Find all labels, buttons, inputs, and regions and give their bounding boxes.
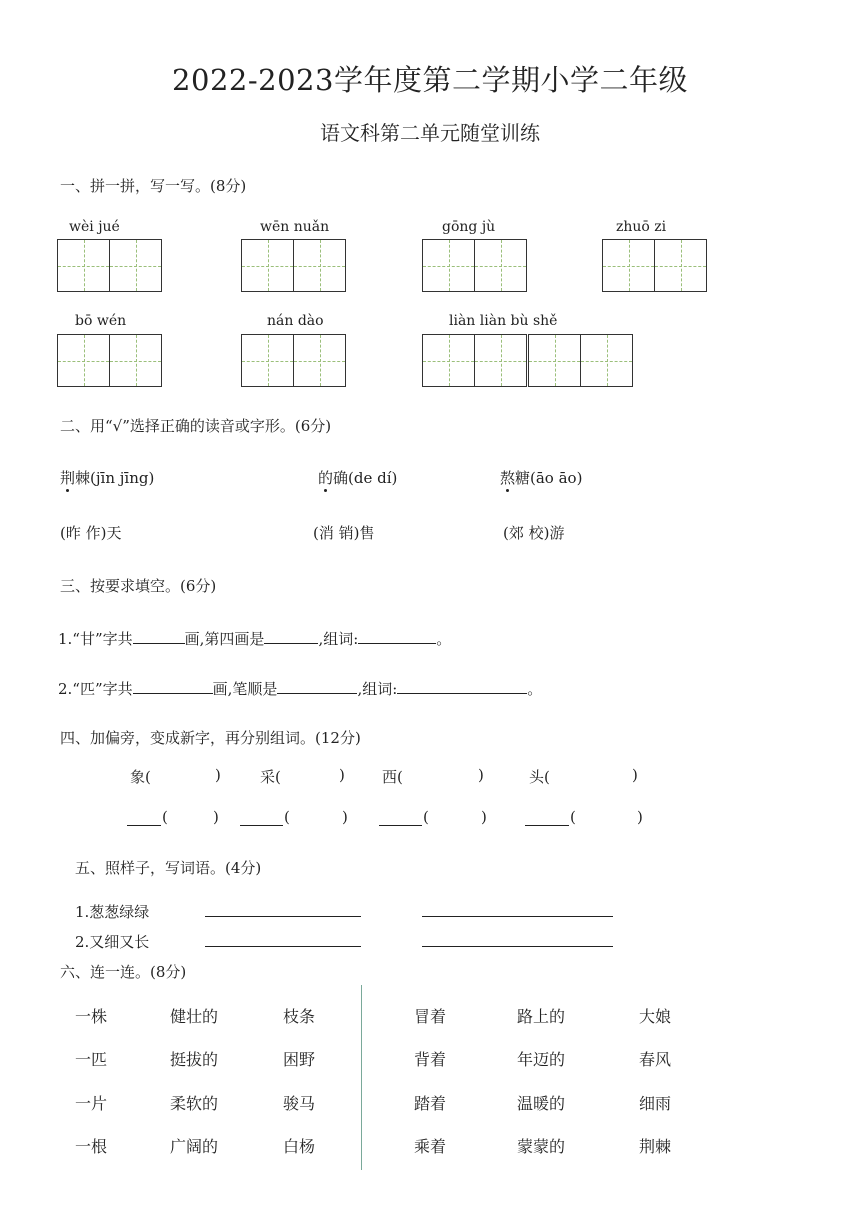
- fill-question-1: [58, 628, 451, 649]
- fill-question-2: [58, 678, 542, 699]
- question-text: 画,笔顺是: [212, 680, 278, 698]
- question-text: 2.“匹”字共: [58, 680, 133, 698]
- match-word[interactable]: 挺拔的: [170, 1050, 219, 1069]
- paren-open: (: [570, 808, 576, 826]
- question-text: 。: [527, 680, 543, 698]
- match-word[interactable]: 路上的: [517, 1007, 566, 1026]
- match-word[interactable]: 一片: [75, 1094, 108, 1113]
- paren-close: ): [339, 766, 345, 784]
- paren-close: ): [478, 766, 484, 784]
- answer-line[interactable]: [205, 916, 361, 917]
- tian-box[interactable]: [57, 334, 110, 387]
- choice-item[interactable]: [60, 467, 154, 488]
- pinyin-label: wèi jué: [69, 219, 120, 235]
- paren-close: ): [213, 808, 219, 826]
- tian-box[interactable]: [109, 334, 162, 387]
- section-6-heading: 六、连一连。(8分): [60, 963, 187, 981]
- tian-box[interactable]: [474, 239, 527, 292]
- choice-item[interactable]: (昨 作)天: [60, 524, 122, 542]
- answer-blank[interactable]: [133, 679, 213, 694]
- paren-close: ): [481, 808, 487, 826]
- answer-line[interactable]: [422, 916, 613, 917]
- pinyin-label: zhuō zi: [616, 219, 667, 235]
- writing-grid[interactable]: [422, 334, 633, 387]
- match-word[interactable]: 蒙蒙的: [517, 1137, 566, 1156]
- question-text: ,组词:: [357, 680, 398, 698]
- tian-box[interactable]: [602, 239, 655, 292]
- radical-char: 西(: [382, 768, 403, 786]
- match-word[interactable]: 乘着: [414, 1137, 447, 1156]
- match-word[interactable]: 春风: [639, 1050, 672, 1069]
- choice-text: 糖(āo āo): [515, 469, 583, 487]
- answer-blank[interactable]: [133, 629, 185, 644]
- paren-open: (: [162, 808, 168, 826]
- radical-char: 采(: [260, 768, 281, 786]
- tian-box[interactable]: [528, 334, 581, 387]
- match-word[interactable]: 困野: [283, 1050, 316, 1069]
- match-word[interactable]: 柔软的: [170, 1094, 219, 1113]
- tian-box[interactable]: [293, 239, 346, 292]
- paren-close: ): [215, 766, 221, 784]
- match-word[interactable]: 一根: [75, 1137, 108, 1156]
- answer-blank[interactable]: [277, 679, 357, 694]
- writing-grid[interactable]: [57, 334, 162, 387]
- tian-box[interactable]: [580, 334, 633, 387]
- page-title: 2022-2023学年度第二学期小学二年级: [172, 63, 688, 97]
- match-word[interactable]: 冒着: [414, 1007, 447, 1026]
- question-text: 。: [436, 630, 452, 648]
- section-5-heading: 五、照样子，写词语。(4分): [75, 859, 262, 877]
- tian-box[interactable]: [241, 334, 294, 387]
- question-text: 画,第四画是: [184, 630, 265, 648]
- choice-item[interactable]: [318, 467, 397, 488]
- pinyin-label: nán dào: [267, 313, 324, 329]
- answer-line[interactable]: [422, 946, 613, 947]
- radical-char: 象(: [130, 768, 151, 786]
- tian-box[interactable]: [474, 334, 527, 387]
- dotted-char: 的: [318, 469, 334, 487]
- answer-blank[interactable]: [525, 825, 569, 826]
- answer-blank[interactable]: [397, 679, 527, 694]
- answer-blank[interactable]: [127, 825, 161, 826]
- tian-box[interactable]: [422, 239, 475, 292]
- section-2-heading: 二、用“√”选择正确的读音或字形。(6分): [60, 417, 332, 435]
- tian-box[interactable]: [422, 334, 475, 387]
- section-4-heading: 四、加偏旁，变成新字，再分别组词。(12分): [60, 729, 361, 747]
- choice-item[interactable]: (郊 校)游: [503, 524, 565, 542]
- paren-close: ): [632, 766, 638, 784]
- match-word[interactable]: 广阔的: [170, 1137, 219, 1156]
- match-word[interactable]: 大娘: [639, 1007, 672, 1026]
- choice-item[interactable]: (消 销)售: [313, 524, 375, 542]
- dotted-char: 熬: [500, 469, 516, 487]
- radical-char: 头(: [529, 768, 550, 786]
- writing-grid[interactable]: [602, 239, 707, 292]
- dotted-char: 荆: [60, 469, 76, 487]
- match-word[interactable]: 健壮的: [170, 1007, 219, 1026]
- writing-grid[interactable]: [241, 239, 346, 292]
- tian-box[interactable]: [241, 239, 294, 292]
- match-word[interactable]: 细雨: [639, 1094, 672, 1113]
- tian-box[interactable]: [57, 239, 110, 292]
- example-word: 2.又细又长: [75, 933, 150, 951]
- example-word: 1.葱葱绿绿: [75, 903, 150, 921]
- paren-open: (: [423, 808, 429, 826]
- tian-box[interactable]: [654, 239, 707, 292]
- match-word[interactable]: 荆棘: [639, 1137, 672, 1156]
- pinyin-label: liàn liàn bù shě: [449, 313, 558, 329]
- match-word[interactable]: 年迈的: [517, 1050, 566, 1069]
- pinyin-label: gōng jù: [442, 219, 496, 235]
- paren-close: ): [637, 808, 643, 826]
- section-1-heading: 一、拼一拼，写一写。(8分): [60, 177, 247, 195]
- choice-text: 棘(jīn jīng): [75, 469, 155, 487]
- answer-line[interactable]: [205, 946, 361, 947]
- tian-box[interactable]: [293, 334, 346, 387]
- writing-grid[interactable]: [57, 239, 162, 292]
- pinyin-label: bō wén: [75, 313, 127, 329]
- match-word[interactable]: 白杨: [283, 1137, 316, 1156]
- answer-blank[interactable]: [240, 825, 283, 826]
- match-word[interactable]: 踏着: [414, 1094, 447, 1113]
- column-divider: [361, 985, 362, 1170]
- pinyin-label: wēn nuǎn: [260, 219, 330, 235]
- tian-box[interactable]: [109, 239, 162, 292]
- paren-open: (: [284, 808, 290, 826]
- answer-blank[interactable]: [358, 629, 436, 644]
- paren-close: ): [342, 808, 348, 826]
- section-3-heading: 三、按要求填空。(6分): [60, 577, 217, 595]
- question-text: 1.“甘”字共: [58, 630, 133, 648]
- match-word[interactable]: 背着: [414, 1050, 447, 1069]
- page-subtitle: 语文科第二单元随堂训练: [320, 121, 540, 145]
- choice-item[interactable]: [500, 467, 582, 488]
- answer-blank[interactable]: [264, 629, 318, 644]
- choice-text: 确(de dí): [333, 469, 398, 487]
- match-word[interactable]: 温暖的: [517, 1094, 566, 1113]
- match-word[interactable]: 一株: [75, 1007, 108, 1026]
- match-word[interactable]: 枝条: [283, 1007, 316, 1026]
- writing-grid[interactable]: [241, 334, 346, 387]
- writing-grid[interactable]: [422, 239, 527, 292]
- match-word[interactable]: 骏马: [283, 1094, 316, 1113]
- question-text: ,组词:: [318, 630, 359, 648]
- match-word[interactable]: 一匹: [75, 1050, 108, 1069]
- answer-blank[interactable]: [379, 825, 422, 826]
